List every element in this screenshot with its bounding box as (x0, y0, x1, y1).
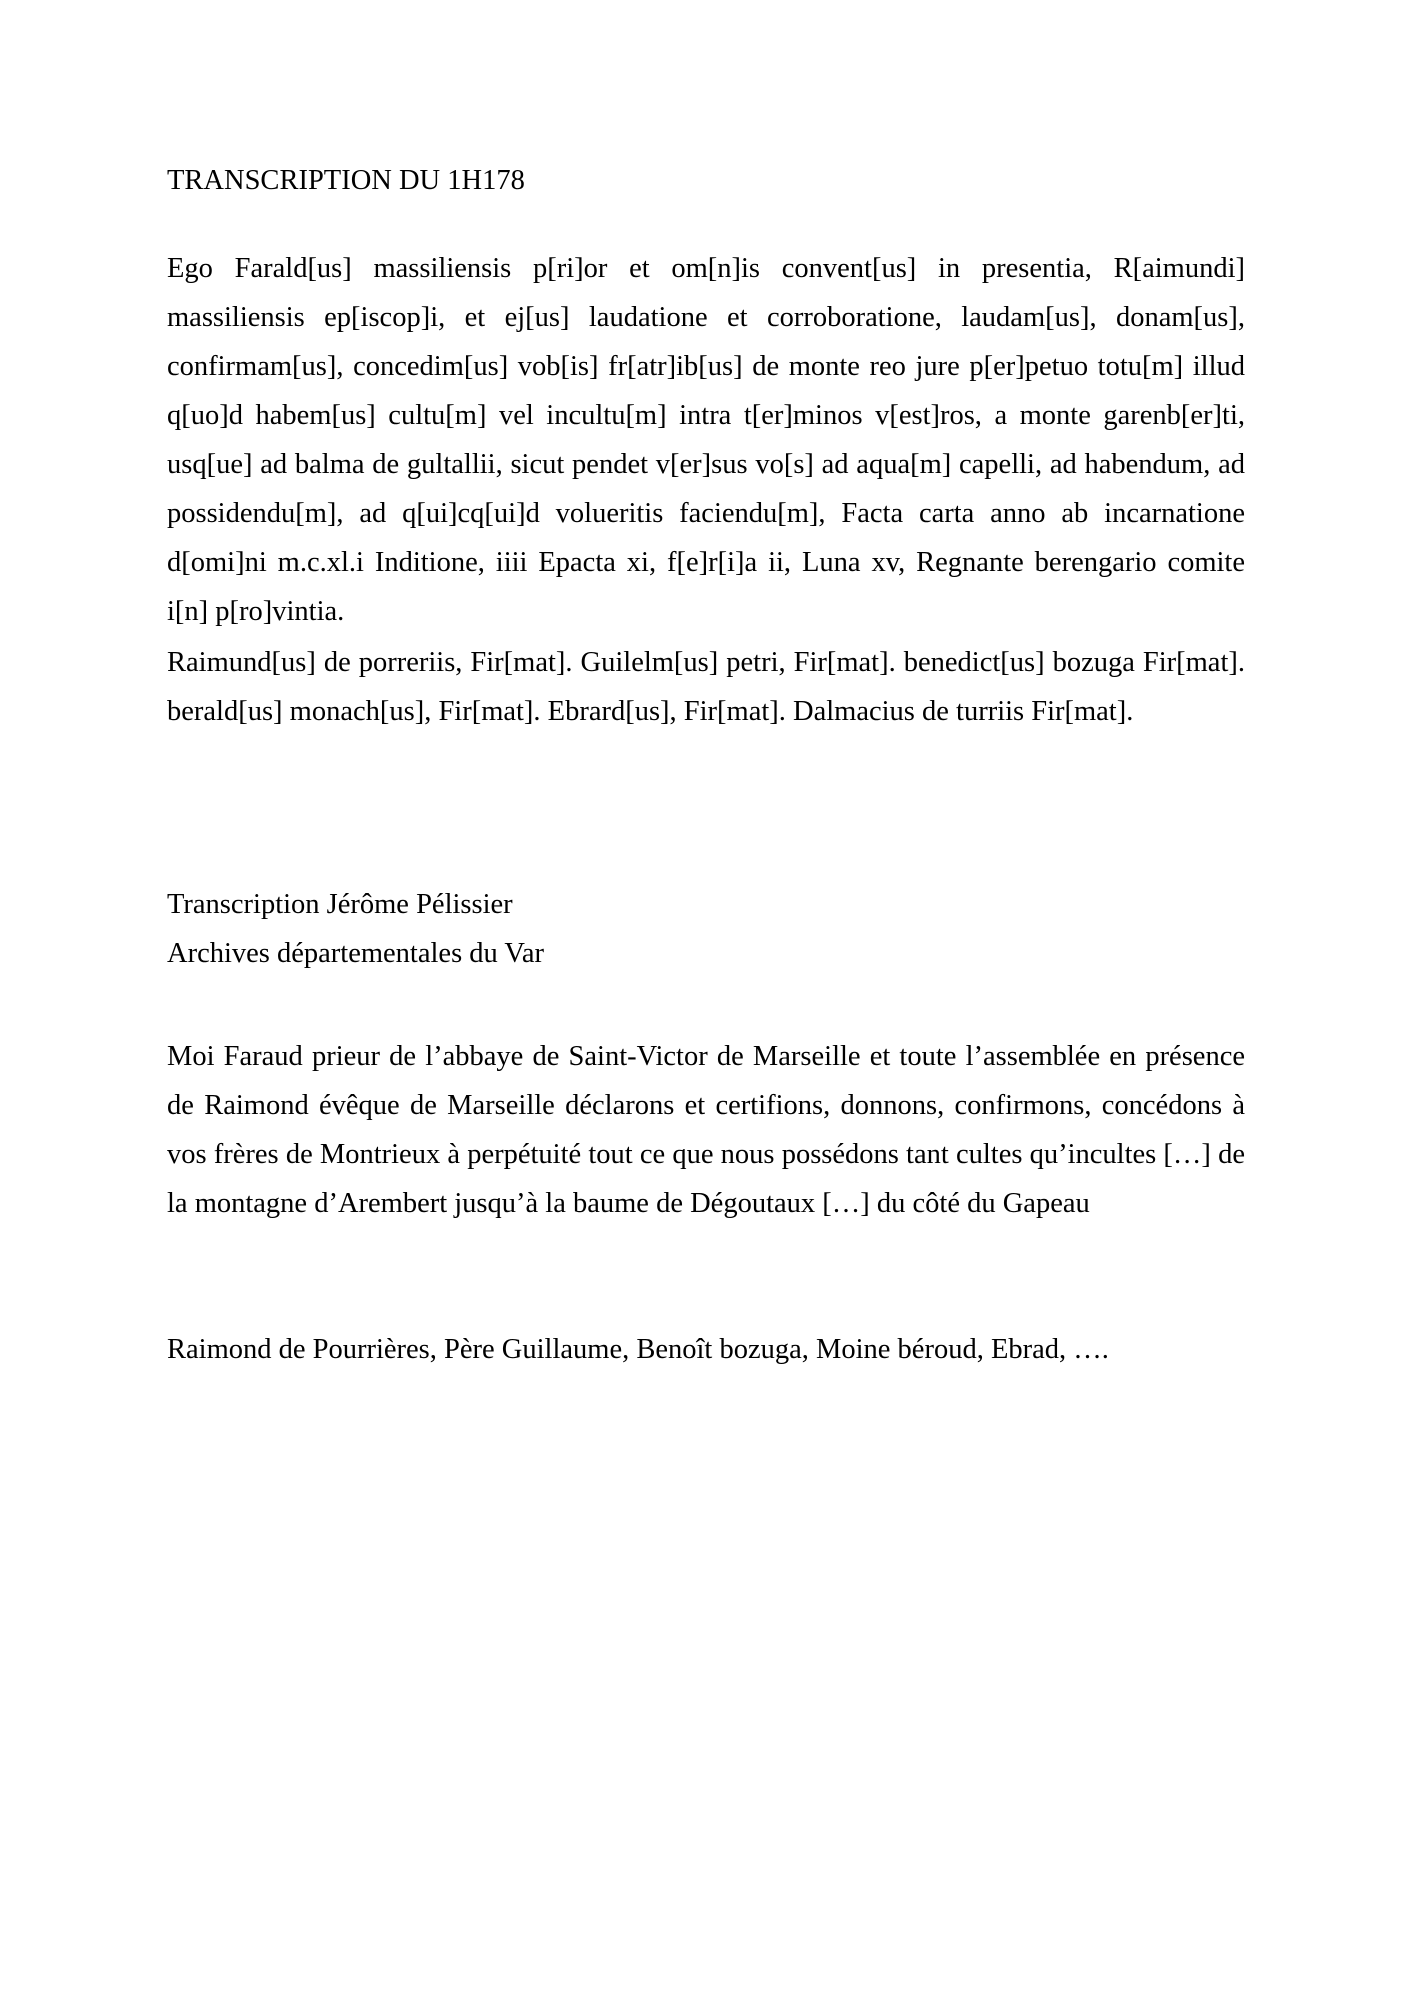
latin-transcription-paragraph (167, 244, 1245, 636)
latin-line: d[omi]ni m.c.xl.i Inditione, iiii Epacta xi, f[e]r[i]a ii, Luna xv, Regnante berengario comite (167, 547, 1245, 578)
latin-line: Ego Farald[us] massiliensis p[ri]or et om[n]is convent[us] in presentia, R[aimundi] (167, 253, 1245, 284)
french-witnesses-line: Raimond de Pourrières, Père Guillaume, Benoît bozuga, Moine béroud, Ebrad, …. (167, 1334, 1109, 1365)
latin-witness-line: Raimund[us] de porreriis, Fir[mat]. Guilelm[us] petri, Fir[mat]. benedict[us] bozuga Fir[mat]. (167, 647, 1245, 678)
credit-line-transcriber: Transcription Jérôme Pélissier (167, 889, 513, 920)
french-line: la montagne d’Arembert jusqu’à la baume de Dégoutaux […] du côté du Gapeau (167, 1188, 1090, 1219)
french-translation-paragraph (167, 1032, 1245, 1228)
latin-line: confirmam[us], concedim[us] vob[is] fr[atr]ib[us] de monte reo jure p[er]petuo totu[m] illud (167, 351, 1245, 382)
latin-line: q[uo]d habem[us] cultu[m] vel incultu[m] intra t[er]minos v[est]ros, a monte garenb[er]ti, (167, 400, 1245, 431)
french-line: de Raimond évêque de Marseille déclarons et certifions, donnons, confirmons, concédons à (167, 1090, 1245, 1121)
latin-witnesses-paragraph (167, 638, 1245, 736)
french-line: Moi Faraud prieur de l’abbaye de Saint-Victor de Marseille et toute l’assemblée en présence (167, 1041, 1245, 1072)
latin-line: usq[ue] ad balma de gultallii, sicut pendet v[er]sus vo[s] ad aqua[m] capelli, ad habendum, ad (167, 449, 1245, 480)
document-title: TRANSCRIPTION DU 1H178 (167, 165, 525, 196)
latin-line: possidendu[m], ad q[ui]cq[ui]d volueritis faciendu[m], Facta carta anno ab incarnatione (167, 498, 1245, 529)
latin-line: massiliensis ep[iscop]i, et ej[us] laudatione et corroboratione, laudam[us], donam[us], (167, 302, 1245, 333)
latin-witness-line: berald[us] monach[us], Fir[mat]. Ebrard[us], Fir[mat]. Dalmacius de turriis Fir[mat]. (167, 696, 1134, 727)
credits-paragraph (167, 880, 1245, 978)
latin-line: i[n] p[ro]vintia. (167, 596, 345, 627)
french-line: vos frères de Montrieux à perpétuité tout ce que nous possédons tant cultes qu’incultes […] de (167, 1139, 1245, 1170)
credit-line-archives: Archives départementales du Var (167, 938, 544, 969)
